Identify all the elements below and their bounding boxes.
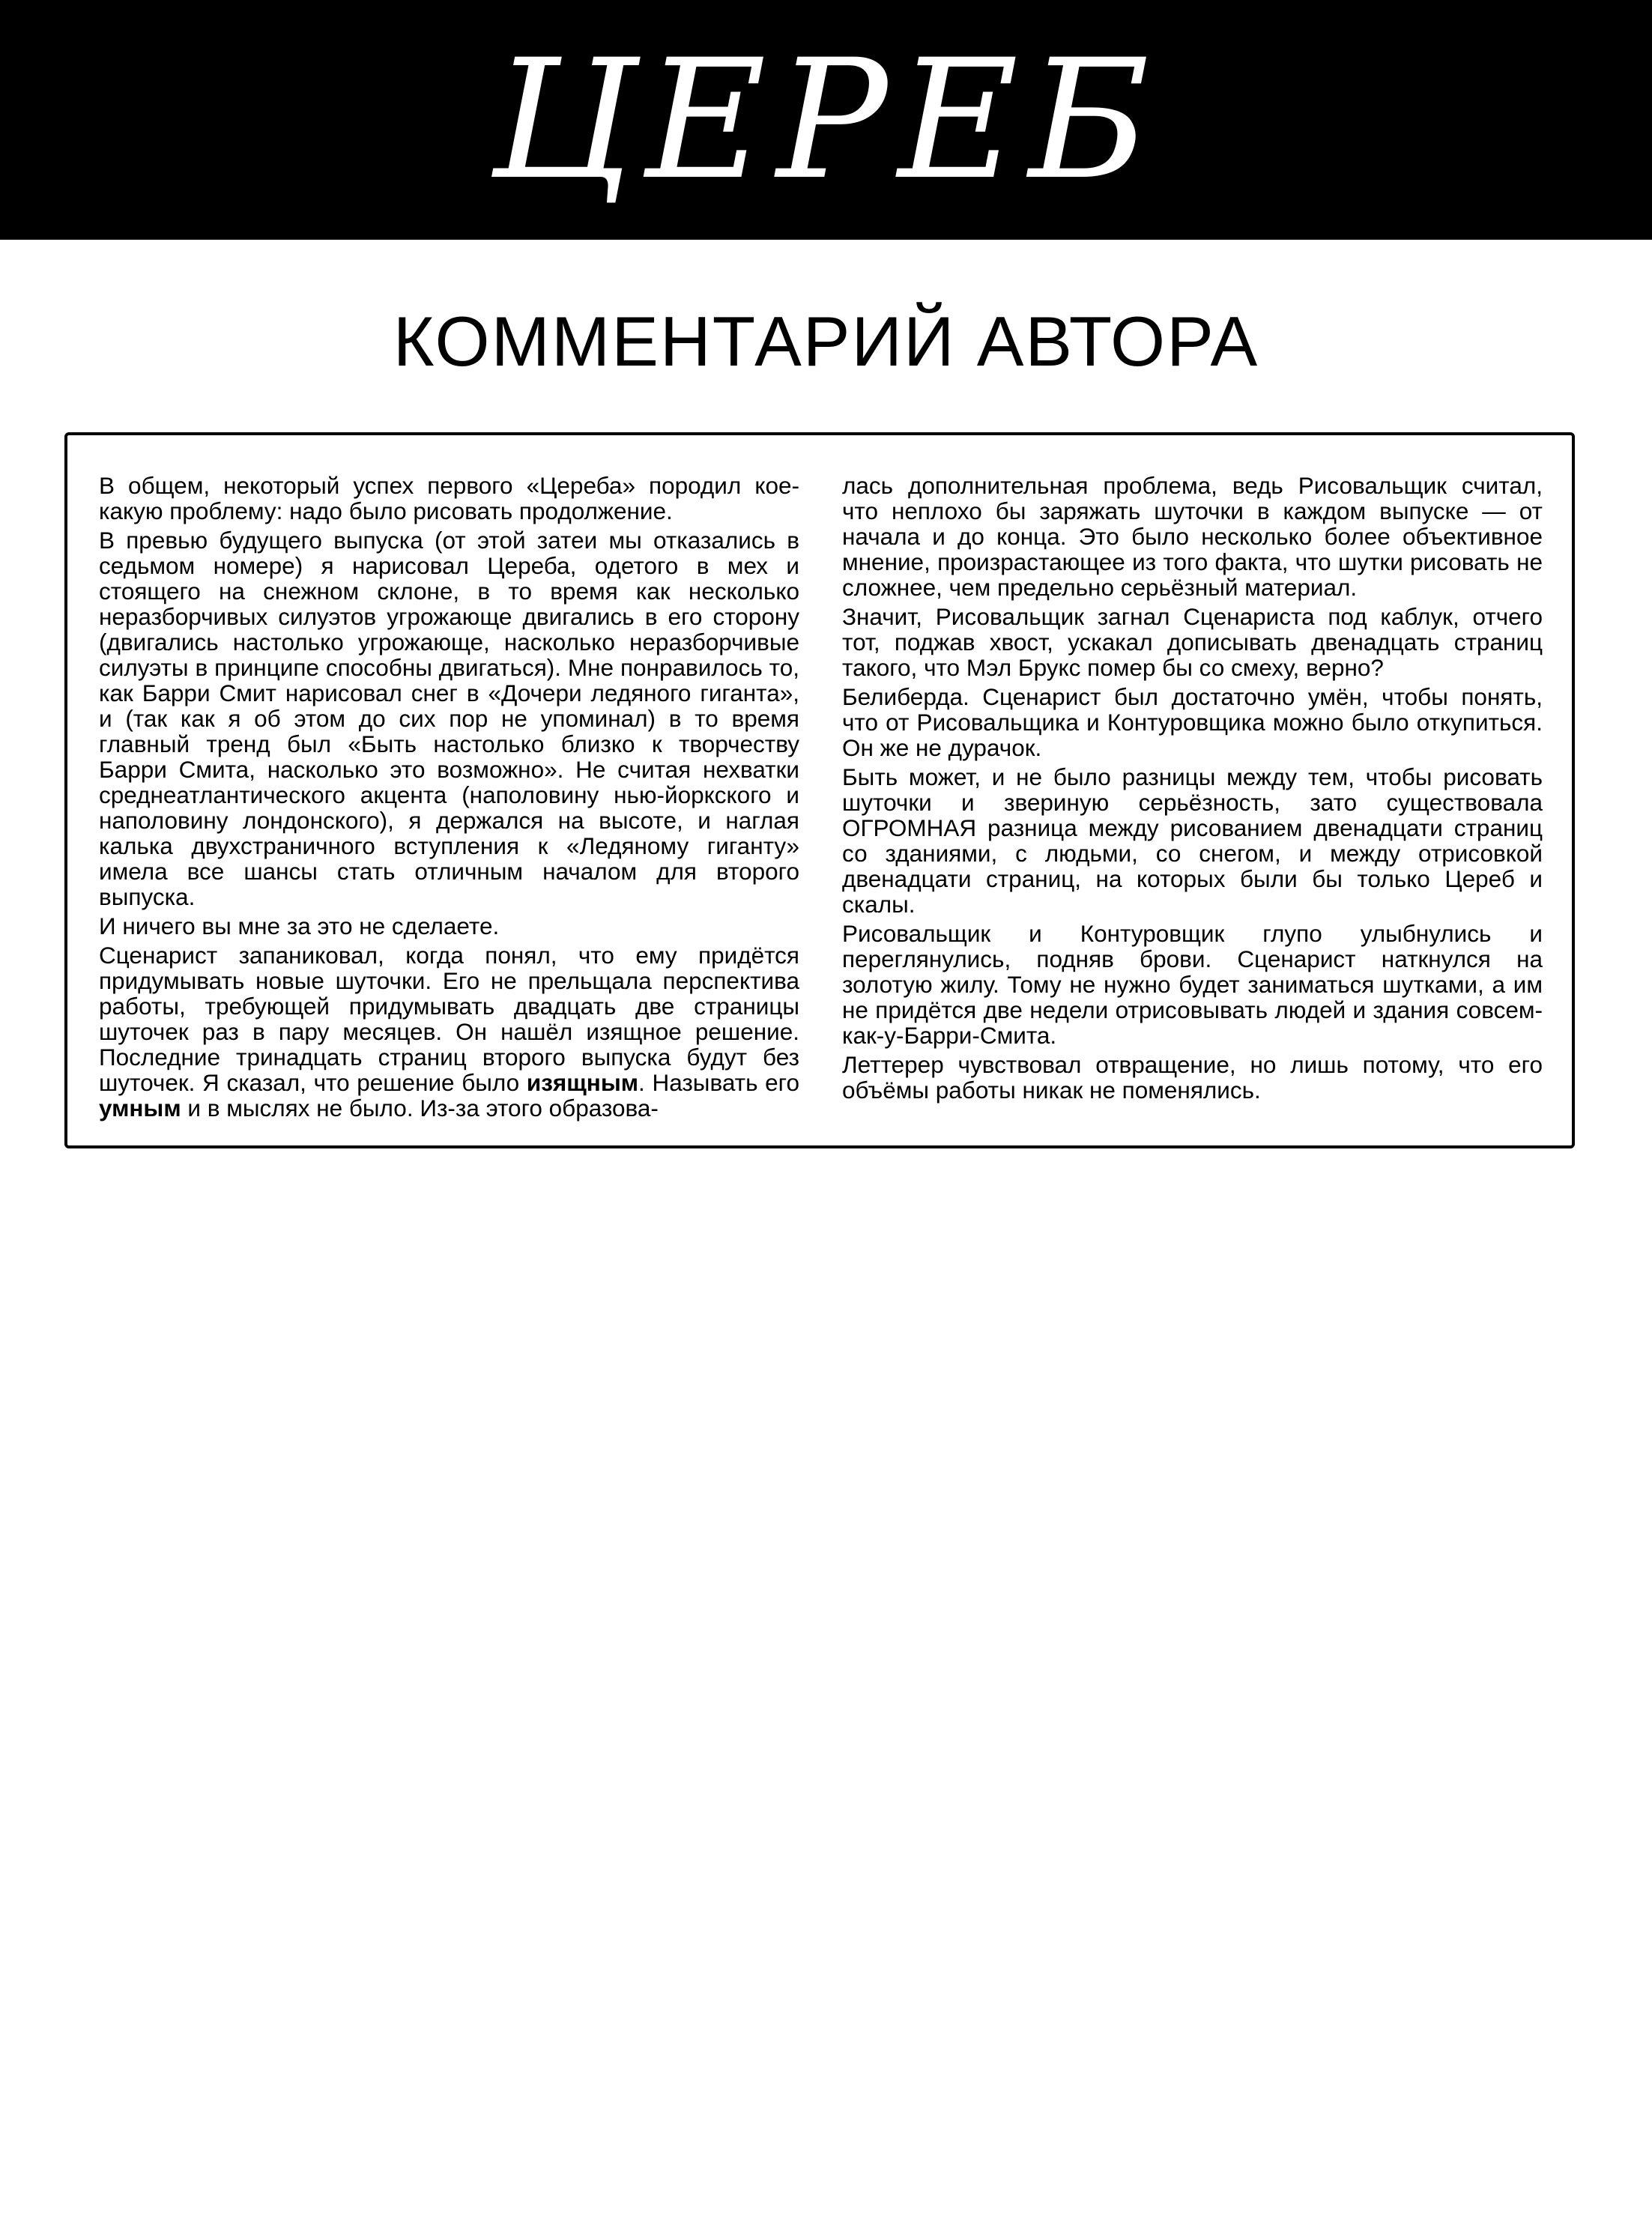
- comic-title-logo: ЦЕРЕБ: [491, 24, 1161, 216]
- paragraph: В общем, некоторый успех первого «Цереба» породил кое-какую проблему: надо было рисовать продолжение.: [99, 472, 799, 524]
- paragraph: Быть может, и не было разницы между тем, чтобы рисовать шуточки и звериную серьёзность, зато существовала ОГРОМНАЯ разница между рисованием двенадцати страниц со зданиями, с людьми, со снегом, и между отрисовкой двенадцати страниц, на которых были бы только Цереб и скалы.: [842, 763, 1543, 918]
- paragraph: лась дополнительная проблема, ведь Рисовальщик считал, что неплохо бы заряжать шуточки в каждом выпуске — от начала и до конца. Это было несколько более объективное мнение, произрастающее из того факта, что шутки рисовать не сложнее, чем предельно серьёзный материал.: [842, 472, 1543, 601]
- page-heading: КОММЕНТАРИЙ АВТОРА: [393, 302, 1259, 381]
- paragraph: Белиберда. Сценарист был достаточно умён, чтобы понять, что от Рисовальщика и Контуровщика можно было откупиться. Он же не дурачок.: [842, 683, 1543, 761]
- paragraph: В превью будущего выпуска (от этой затеи мы отказались в седьмом номере) я нарисовал Цереба, одетого в мех и стоящего на снежном склоне, в то время как несколько неразборчивых силуэтов угрожающе двигались в его сторону (двигались настолько угрожающе, насколько неразборчивые силуэты в принципе способны двигаться). Мне понравилось то, как Барри Смит нарисовал снег в «Дочери ледяного гиганта», и (так как я об этом до сих пор не упоминал) в то время главный тренд был «Быть настолько близко к творчеству Барри Смита, насколько это возможно». Не считая нехватки среднеатлантического акцента (наполовину нью-йоркского и наполовину лондонского), я держался на высоте, и наглая калька двухстраничного вступления к «Ледяному гиганту» имела все шансы стать отличным началом для второго выпуска.: [99, 527, 799, 910]
- paragraph: И ничего вы мне за это не сделаете.: [99, 912, 500, 939]
- commentary-column-right: [842, 473, 1543, 1107]
- paragraph-text: и в мыслях не было. Из-за этого образова-: [181, 1095, 659, 1121]
- paragraph: Рисовальщик и Контуровщик глупо улыбнулись и переглянулись, подняв брови. Сценарист наткнулся на золотую жилу. Тому не нужно будет заниматься шутками, а им не придётся две недели отрисовывать людей и здания совсем-как-у-Барри-Смита.: [842, 920, 1543, 1049]
- paragraph: Значит, Рисовальщик загнал Сценариста под каблук, отчего тот, поджав хвост, ускакал дописывать двенадцать страниц такого, что Мэл Брукс помер бы со смеху, верно?: [842, 603, 1543, 681]
- emphasis-text: умным: [99, 1095, 181, 1121]
- paragraph-text: Сценарист запаниковал, когда понял, что ему придётся придумывать новые шуточки. Его не прельщала перспектива работы, требующей придумывать двадцать две страницы шуточек раз в пару месяцев. Он нашёл изящное решение. Последние тринадцать страниц второго выпуска будут без шуточек. Я сказал, что решение было: [99, 942, 799, 1096]
- paragraph: [99, 942, 799, 1121]
- commentary-box: [64, 432, 1575, 1148]
- paragraph: Леттерер чувствовал отвращение, но лишь потому, что его объёмы работы никак не поменялись.: [842, 1051, 1543, 1104]
- emphasis-text: изящным: [526, 1069, 639, 1096]
- commentary-column-left: [99, 473, 799, 1124]
- paragraph-text: . Называть его: [638, 1069, 799, 1096]
